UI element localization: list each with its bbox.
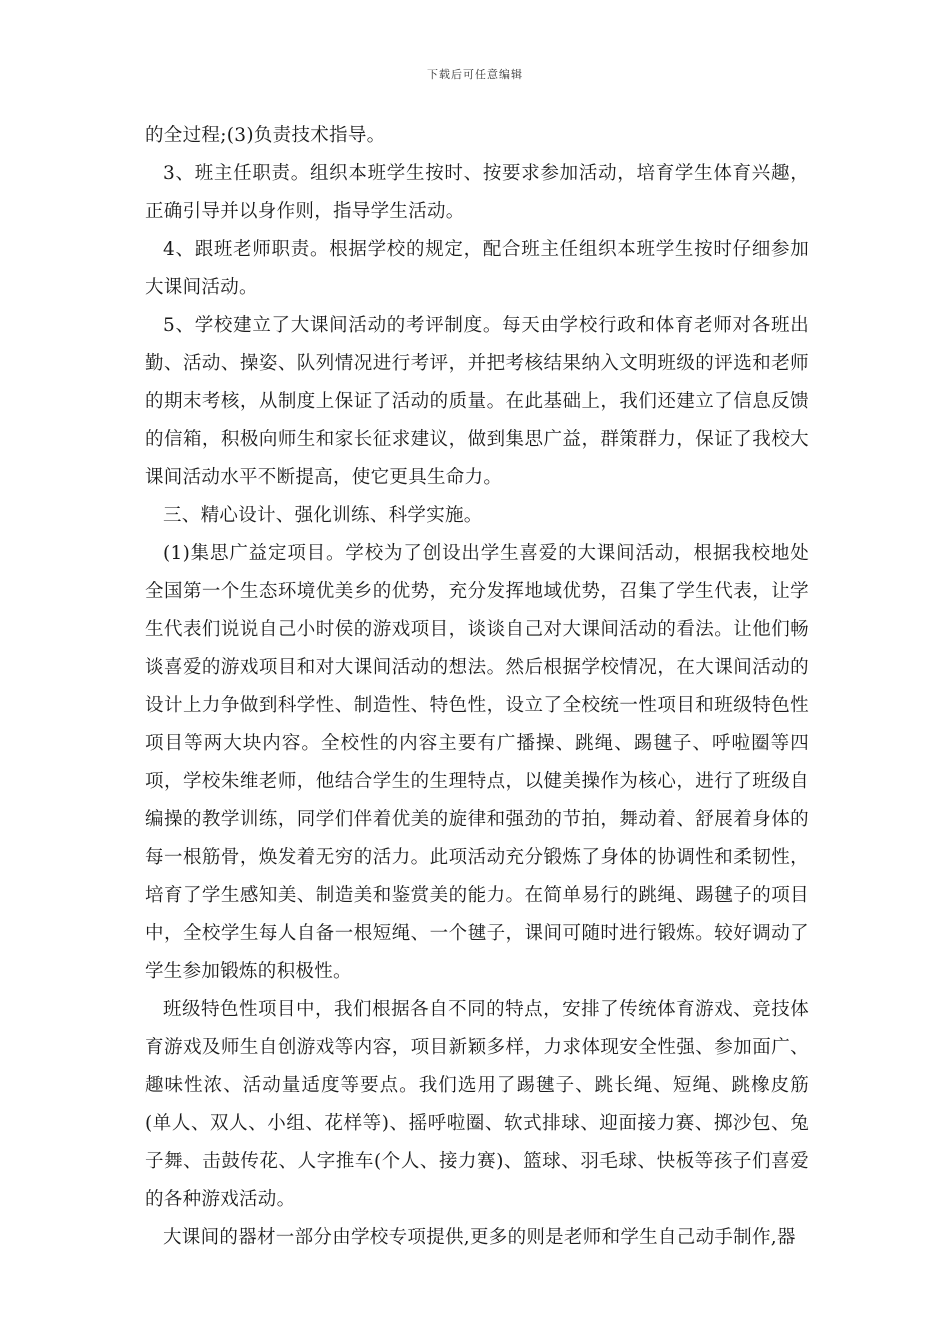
paragraph-3: 4、跟班老师职责。根据学校的规定，配合班主任组织本班学生按时仔细参加大课间活动。 — [145, 239, 809, 298]
paragraph-4: 5、学校建立了大课间活动的考评制度。每天由学校行政和体育老师对各班出勤、活动、操姿、队列情况进行考评，并把考核结果纳入文明班级的评选和老师的期末考核，从制度上保证了活动的质量。在此基础上，我们还建立了信息反馈的信箱，积极向师生和家长征求建议，做到集思广益，群策群力，保证了我校大课间活动水平不断提高，使它更具生命力。 — [145, 315, 809, 488]
paragraph-6: 班级特色性项目中，我们根据各自不同的特点，安排了传统体育游戏、竞技体育游戏及师生自创游戏等内容，项目新颖多样，力求体现安全性强、参加面广、趣味性浓、活动量适度等要点。我们选用了踢毽子、跳长绳、短绳、跳橡皮筋(单人、双人、小组、花样等)、摇呼啦圈、软式排球、迎面接力赛、掷沙包、兔子舞、击鼓传花、人字推车(个人、接力赛)、篮球、羽毛球、快板等孩子们喜爱的各种游戏活动。 — [145, 999, 809, 1210]
paragraph-5: (1)集思广益定项目。学校为了创设出学生喜爱的大课间活动，根据我校地处全国第一个生态环境优美乡的优势，充分发挥地域优势，召集了学生代表，让学生代表们说说自己小时侯的游戏项目，谈谈自己对大课间活动的看法。让他们畅谈喜爱的游戏项目和对大课间活动的想法。然后根据学校情况，在大课间活动的设计上力争做到科学性、制造性、特色性，设立了全校统一性项目和班级特色性项目等两大块内容。全校性的内容主要有广播操、跳绳、踢毽子、呼啦圈等四项，学校朱维老师，他结合学生的生理特点，以健美操作为核心，进行了班级自编操的教学训练，同学们伴着优美的旋律和强劲的节拍，舞动着、舒展着身体的每一根筋骨，焕发着无穷的活力。此项活动充分锻炼了身体的协调性和柔韧性，培育了学生感知美、制造美和鉴赏美的能力。在简单易行的跳绳、踢毽子的项目中，全校学生每人自备一根短绳、一个毽子，课间可随时进行锻炼。较好调动了学生参加锻炼的积极性。 — [145, 543, 809, 982]
document-body — [145, 117, 809, 1257]
page-header-note: 下载后可任意编辑 — [427, 68, 523, 81]
paragraph-2: 3、班主任职责。组织本班学生按时、按要求参加活动，培育学生体育兴趣，正确引导并以身作则，指导学生活动。 — [145, 163, 809, 222]
paragraph-1: 的全过程;(3)负责技术指导。 — [145, 125, 386, 146]
paragraph-7: 大课间的器材一部分由学校专项提供,更多的则是老师和学生自己动手制作,器 — [163, 1227, 796, 1248]
section-heading: 三、精心设计、强化训练、科学实施。 — [163, 505, 483, 526]
